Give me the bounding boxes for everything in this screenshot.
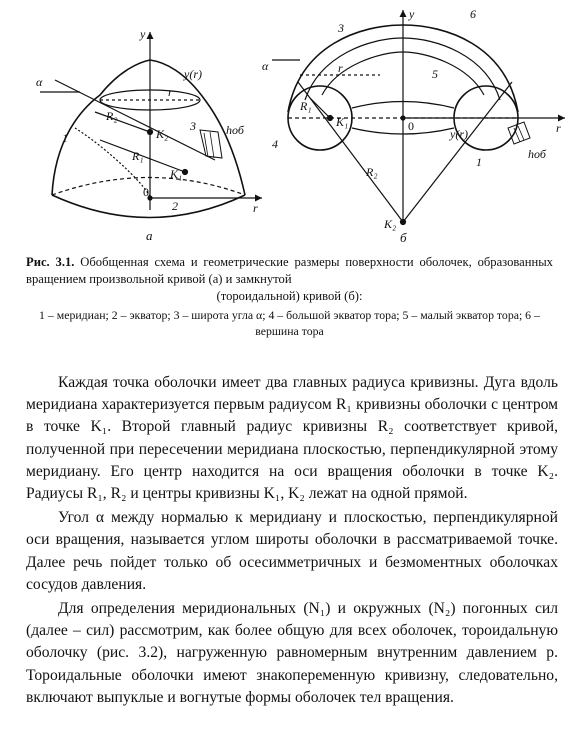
figure-3-1 — [0, 0, 579, 250]
a-meridian — [75, 128, 150, 198]
a-label-3: 3 — [190, 119, 196, 133]
a-label-R2: R₂ — [106, 109, 118, 123]
a-label-r-small: r — [168, 85, 173, 99]
b-label-6: 6 — [470, 7, 476, 21]
caption-title-text: Обобщенная схема и геометрические размеры поверхности оболочек, образованных вращением произвольной кривой (а) и замкнутой — [26, 255, 553, 286]
a-label-alpha: α — [36, 75, 43, 89]
a-label-2: 2 — [172, 199, 178, 213]
a-label-K2: K₂ — [156, 127, 169, 141]
b-R1-line — [310, 98, 330, 118]
a-label-y: y — [140, 27, 146, 41]
b-point-k1 — [328, 116, 333, 121]
b-label-4: 4 — [272, 137, 278, 151]
b-label-curve: y(r) — [450, 127, 468, 141]
a-label-hob: hоб — [226, 123, 244, 137]
b-R2-line — [298, 82, 403, 222]
a-point-k1 — [183, 170, 188, 175]
a-shell-outline — [52, 60, 245, 195]
b-label-origin: 0 — [408, 119, 414, 133]
caption-title-tail: (тороидальной) кривой (б): — [216, 289, 363, 303]
caption-legend: 1 – меридиан; 2 – экватор; 3 – широта угла α; 4 – большой экватор тора; 5 – малый экватор тора; 6 – вершина тора — [39, 308, 540, 338]
paragraph-1: Каждая точка оболочки имеет два главных радиуса кривизны. Дуга вдоль меридиана характеризуется первым радиусом R₁ кривизны оболочки с центром в точке K₁. Второй главный радиус кривизны R₂ соответствует кривой, полученной при пересечении меридиана плоскостью, перпендикулярной этому меридиану. Его центр находится на оси вращения оболочки в точке K₂. Радиусы R₁, R₂ и центры кривизны K₁, K₂ лежат на одной прямой. — [26, 374, 558, 503]
b-label-r: r — [556, 121, 561, 135]
b-label-R1: R₁ — [300, 99, 312, 113]
b-label-alpha: α — [262, 59, 269, 73]
paragraph-3: Для определения меридиональных (N₁) и окружных (N₂) погонных сил (далее – сил) рассмотрим, как более общую для всех оболочек, тороидальную оболочку (рис. 3.2), нагруженную равномерным внутренним давлением p. Тороидальные оболочки имеют знакопеременную кривизну, следовательно, включают выпуклые и вогнутые формы оболочек тел вращения. — [26, 600, 558, 706]
caption-figure-number: Рис. 3.1. — [26, 255, 75, 269]
a-label-origin: 0 — [143, 185, 149, 199]
figure-svg — [0, 0, 579, 250]
a-sub-label: а — [146, 228, 153, 243]
b-label-R2: R₂ — [366, 165, 378, 179]
b-sub-label: б — [400, 230, 407, 245]
b-label-K1: K₁ — [336, 115, 349, 129]
b-label-1: 1 — [476, 155, 482, 169]
b-point-k2 — [401, 220, 406, 225]
b-thickness — [508, 122, 530, 144]
subfigure-b — [272, 10, 565, 225]
paragraph-2: Угол α между нормалью к меридиану и плоскостью, перпендикулярной оси вращения, называется углом широты оболочки в рассматриваемой точке. Далее речь пойдет только об осесимметричных и безмоментных оболочках сосудов давления. — [26, 509, 558, 593]
a-label-r: r — [253, 201, 258, 215]
b-label-3: 3 — [338, 21, 344, 35]
a-label-K1: K₁ — [170, 167, 183, 181]
body-text — [26, 372, 558, 709]
b-label-K2: K₂ — [384, 217, 397, 231]
a-label-curve: y(r) — [184, 67, 202, 81]
a-r2 — [95, 112, 150, 132]
subfigure-b-labels — [262, 7, 561, 245]
b-label-5: 5 — [432, 67, 438, 81]
figure-caption — [26, 254, 553, 339]
a-point-k2 — [148, 130, 153, 135]
b-label-hob: hоб — [528, 147, 546, 161]
a-label-1: 1 — [62, 131, 68, 145]
a-label-R1: R₁ — [132, 149, 144, 163]
b-label-r-small: r — [338, 61, 343, 75]
caption-title — [26, 254, 553, 288]
b-label-y: y — [409, 7, 415, 21]
